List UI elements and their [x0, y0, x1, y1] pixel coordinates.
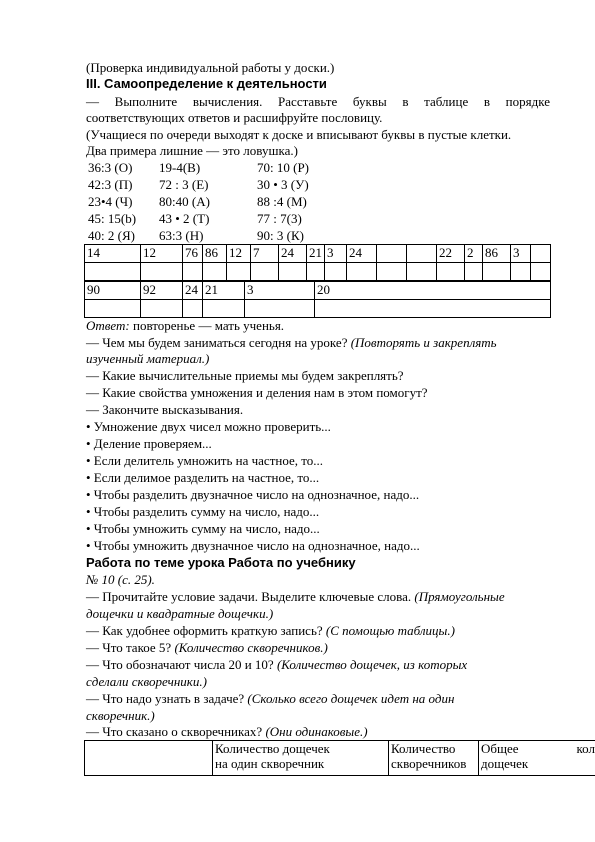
letter-cell[interactable]: [85, 263, 141, 281]
grid-cell: 92: [141, 282, 183, 300]
textbook-question-4-cont: сделали скворечники.): [86, 674, 207, 689]
letter-cell[interactable]: [465, 263, 483, 281]
grid-cell: 22: [437, 245, 465, 263]
question-text: — Что обозначают числа 20 и 10?: [86, 657, 277, 672]
list-item: • Умножение двух чисел можно проверить...: [86, 419, 331, 434]
answer-label: Ответ:: [86, 318, 130, 333]
question-text: — Что такое 5?: [86, 640, 175, 655]
question-text: — Чем мы будем заниматься сегодня на уроке?: [86, 335, 351, 350]
letter-cell[interactable]: [203, 263, 227, 281]
letter-cell[interactable]: [325, 263, 347, 281]
letter-cell[interactable]: [377, 263, 407, 281]
question-answer: (Сколько всего дощечек идет на один: [247, 691, 455, 706]
example-item: 90: 3 (К): [257, 228, 304, 243]
summary-table: [84, 740, 595, 776]
letter-cell[interactable]: [315, 300, 551, 318]
example-item: 88 :4 (М): [257, 194, 307, 209]
list-item: • Если делитель умножить на частное, то...: [86, 453, 324, 468]
question-answer: (Прямоугольные: [414, 589, 505, 604]
question-text: — Как удобнее оформить краткую запись?: [86, 623, 326, 638]
letter-cell[interactable]: [437, 263, 465, 281]
textbook-question-2: [86, 623, 455, 638]
grid-cell: [377, 245, 407, 263]
table-header-row: [85, 741, 595, 776]
grid-number-row: [85, 245, 551, 263]
letter-cell[interactable]: [347, 263, 377, 281]
question-1: [86, 335, 497, 350]
header-word: кол: [576, 741, 595, 756]
answer-text: повторенье — мать ученья.: [129, 318, 285, 333]
example-item: 40: 2 (Я): [88, 228, 135, 243]
example-item: 43 • 2 (Т): [159, 211, 210, 226]
grid-cell: 86: [483, 245, 511, 263]
list-item: • Чтобы разделить двузначное число на однозначное, надо...: [86, 487, 420, 502]
cipher-grid-1: [84, 244, 551, 281]
grid-cell: 14: [85, 245, 141, 263]
table-header-cell: [479, 741, 595, 776]
example-item: 70: 10 (Р): [257, 160, 309, 175]
grid-cell: 86: [203, 245, 227, 263]
textbook-question-1-cont: дощечки и квадратные дощечки.): [86, 606, 274, 621]
grid-cell: 2: [465, 245, 483, 263]
grid-letter-row: [85, 300, 551, 318]
grid-cell: 3: [511, 245, 531, 263]
grid-cell: [531, 245, 551, 263]
table-header-cell: [85, 741, 213, 776]
header-line: дощечек: [481, 756, 529, 771]
letter-cell[interactable]: [203, 300, 245, 318]
answer-line: [86, 318, 284, 333]
example-item: 77 : 7(3): [257, 211, 302, 226]
header-line: на один скворечник: [215, 756, 325, 771]
grid-cell: 21: [307, 245, 325, 263]
question-text: — Что надо узнать в задаче?: [86, 691, 248, 706]
question-3: — Какие свойства умножения и деления нам в этом помогут?: [86, 385, 428, 400]
grid-cell: 76: [183, 245, 203, 263]
task1-line4: Два примера лишние — это ловушка.): [86, 143, 298, 158]
header-line: Количество: [391, 741, 456, 756]
question-answer: (С помощью таблицы.): [325, 623, 455, 638]
grid-cell: 21: [203, 282, 245, 300]
intro-note: (Проверка индивидуальной работы у доски.): [86, 60, 335, 75]
textbook-question-5: [86, 691, 454, 706]
grid-cell: 20: [315, 282, 551, 300]
grid-cell: 3: [245, 282, 315, 300]
list-item: • Деление проверяем...: [86, 436, 212, 451]
letter-cell[interactable]: [307, 263, 325, 281]
grid-cell: 12: [141, 245, 183, 263]
letter-cell[interactable]: [183, 263, 203, 281]
letter-cell[interactable]: [279, 263, 307, 281]
letter-cell[interactable]: [531, 263, 551, 281]
list-item: • Если делимое разделить на частное, то...: [86, 470, 320, 485]
letter-cell[interactable]: [407, 263, 437, 281]
header-word: Общее: [481, 741, 519, 756]
example-item: 19-4(В): [159, 160, 201, 175]
letter-cell[interactable]: [511, 263, 531, 281]
task1-line1: — Выполните вычисления. Расставьте буквы в таблице в порядке: [86, 94, 550, 109]
question-answer: (Количество скворечников.): [174, 640, 328, 655]
header-line: Количество дощечек: [215, 741, 330, 756]
grid-cell: 24: [347, 245, 377, 263]
header-line: скворечников: [391, 756, 467, 771]
letter-cell[interactable]: [85, 300, 141, 318]
list-item: • Чтобы умножить сумму на число, надо...: [86, 521, 320, 536]
example-item: 42:3 (П): [88, 177, 133, 192]
example-item: 30 • 3 (У): [257, 177, 309, 192]
grid-letter-row: [85, 263, 551, 281]
question-text: — Что сказано о скворечниках?: [86, 724, 266, 739]
letter-cell[interactable]: [141, 300, 183, 318]
example-item: 72 : 3 (Е): [159, 177, 209, 192]
example-item: 63:3 (Н): [159, 228, 204, 243]
list-item: • Чтобы умножить двузначное число на однозначное, надо...: [86, 538, 420, 553]
task1-line3: (Учащиеся по очереди выходят к доске и вписывают буквы в пустые клетки.: [86, 127, 512, 142]
table-header-cell: [213, 741, 389, 776]
question-1-cont: изученный материал.): [86, 351, 210, 366]
grid-cell: 90: [85, 282, 141, 300]
example-item: 45: 15(b): [88, 211, 137, 226]
question-4: — Закончите высказывания.: [86, 402, 244, 417]
question-answer: (Повторять и закреплять: [350, 335, 497, 350]
grid-cell: 24: [279, 245, 307, 263]
section-heading: III. Самоопределение к деятельности: [86, 76, 327, 91]
letter-cell[interactable]: [141, 263, 183, 281]
task1-line2: соответствующих ответов и расшифруйте пословицу.: [86, 110, 383, 125]
grid-cell: [407, 245, 437, 263]
subheading: Работа по теме урока Работа по учебнику: [86, 555, 356, 570]
question-answer: (Они одинаковые.): [265, 724, 368, 739]
grid-cell: 12: [227, 245, 251, 263]
header-line: [481, 741, 595, 756]
table-header-cell: [389, 741, 479, 776]
letter-cell[interactable]: [483, 263, 511, 281]
example-item: 36:3 (О): [88, 160, 133, 175]
textbook-question-6: [86, 724, 368, 739]
example-item: 80:40 (А): [159, 194, 210, 209]
letter-cell[interactable]: [245, 300, 315, 318]
grid-cell: 7: [251, 245, 279, 263]
list-item: • Чтобы разделить сумму на число, надо...: [86, 504, 320, 519]
textbook-question-4: [86, 657, 467, 672]
question-2: — Какие вычислительные приемы мы будем закреплять?: [86, 368, 404, 383]
cipher-grid-2: [84, 281, 551, 318]
task-reference: № 10 (с. 25).: [86, 572, 155, 587]
letter-cell[interactable]: [183, 300, 203, 318]
question-answer: (Количество дощечек, из которых: [276, 657, 468, 672]
grid-cell: 3: [325, 245, 347, 263]
letter-cell[interactable]: [251, 263, 279, 281]
textbook-question-3: [86, 640, 328, 655]
textbook-question-5-cont: скворечник.): [86, 708, 155, 723]
textbook-question-1: [86, 589, 550, 604]
example-item: 23•4 (Ч): [88, 194, 133, 209]
grid-cell: 24: [183, 282, 203, 300]
letter-cell[interactable]: [227, 263, 251, 281]
question-text: — Прочитайте условие задачи. Выделите ключевые слова.: [86, 589, 415, 604]
grid-number-row: [85, 282, 551, 300]
